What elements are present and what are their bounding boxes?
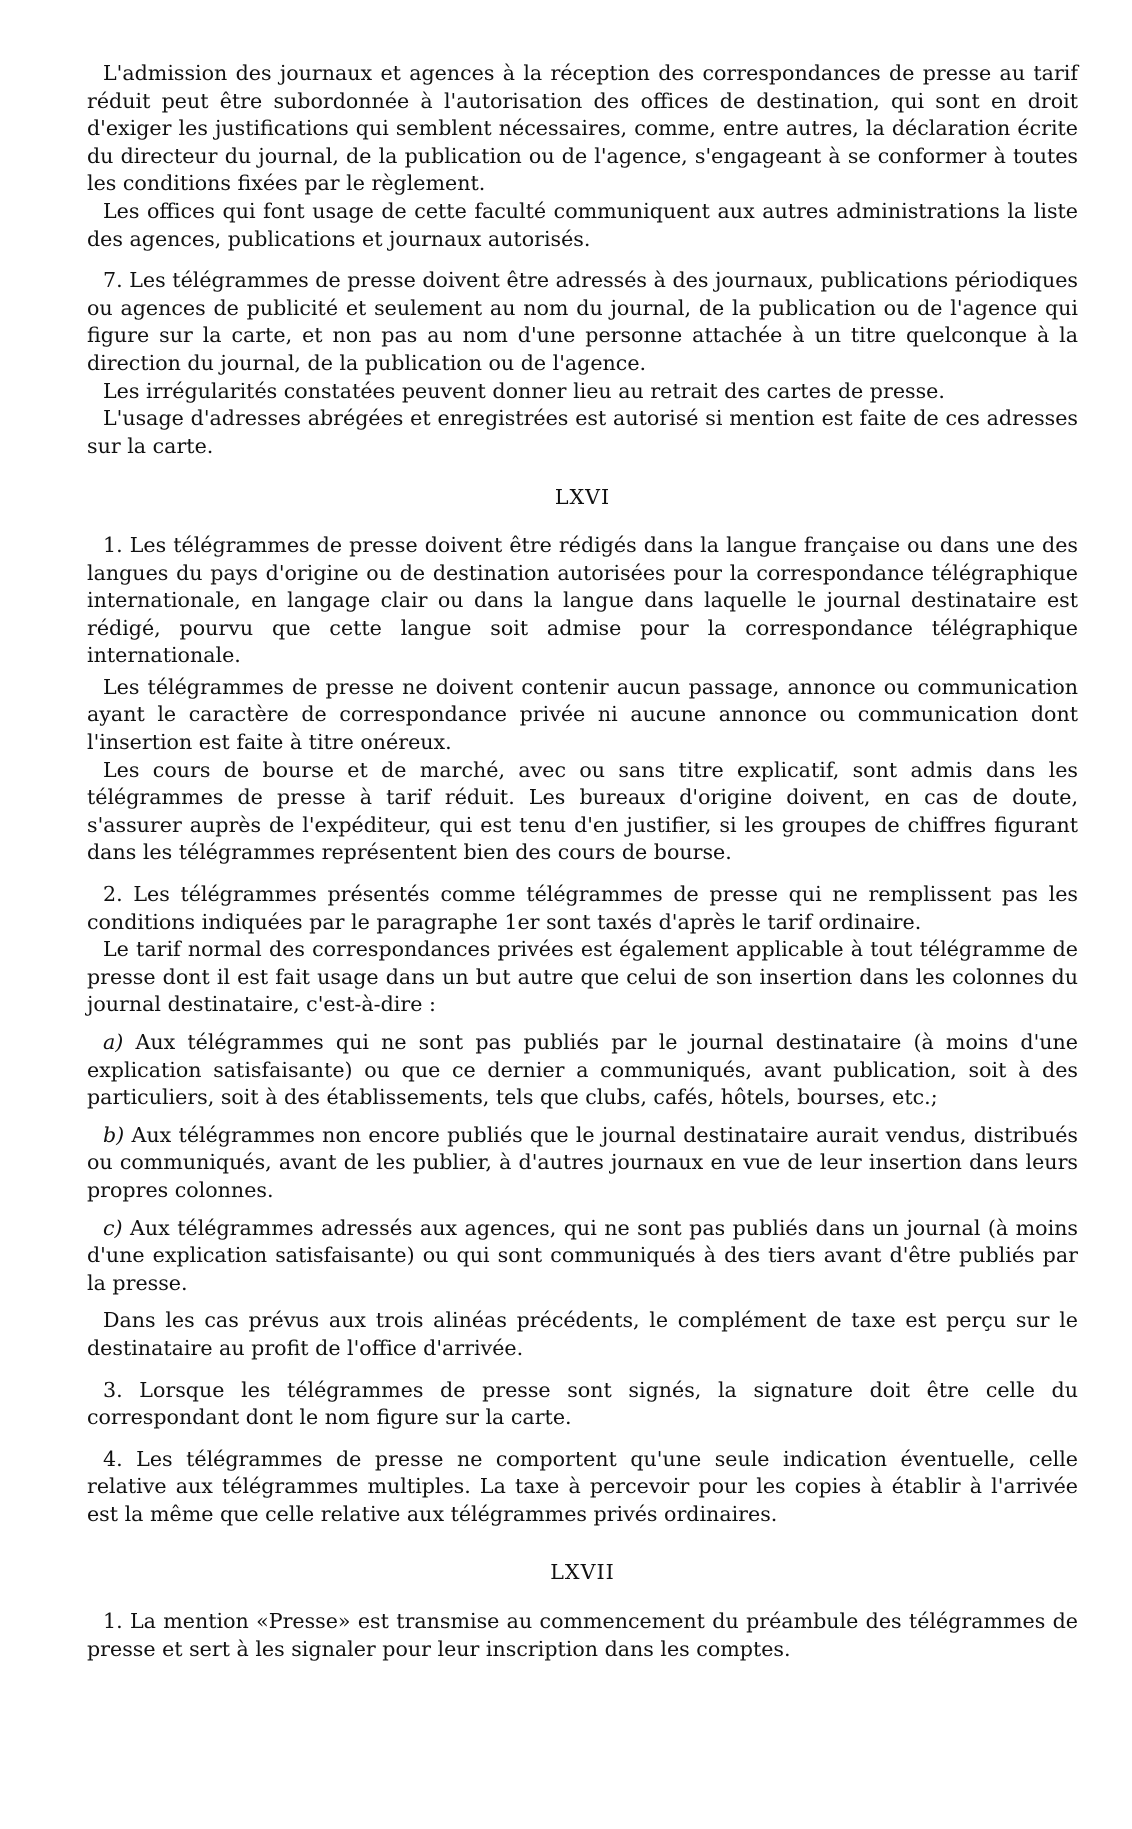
- paragraph-lxvi-2-complement: Dans les cas prévus aux trois alinéas précédents, le complément de taxe est perçu sur le destinataire au profit de l'office d'arrivée.: [87, 1308, 1078, 1360]
- paragraph-lxvi-1-langue: 1. Les télégrammes de presse doivent être rédigés dans la langue française ou dans une des langues du pays d'origine ou de destination autorisées pour la correspondance télégraphique internationale, en langage clair ou dans la langue dans laquelle le journal destinataire est rédigé, pourvu que cette langue soit admise pour la correspondance télégraphique internationale.: [87, 532, 1078, 668]
- paragraph-lxvi-4-indication: 4. Les télégrammes de presse ne comportent qu'une seule indication éventuelle, celle relative aux télégrammes multiples. La taxe à percevoir pour les copies à établir à l'arrivée est la même que celle relative aux télégrammes privés ordinaires.: [87, 1446, 1078, 1526]
- item-marker-b: b): [103, 1122, 125, 1147]
- item-marker-c: c): [103, 1215, 123, 1240]
- paragraph-lxvi-3-signature: 3. Lorsque les télégrammes de presse sont signés, la signature doit être celle du correspondant dont le nom figure sur la carte.: [87, 1377, 1078, 1430]
- item-text-a: Aux télégrammes qui ne sont pas publiés par le journal destinataire (à moins d'une explication satisfaisante) ou que ce dernier a communiqués, avant publication, soit à des particuliers, soit à des établissements, tels que clubs, cafés, hôtels, bourses, etc.;: [87, 1030, 1078, 1110]
- paragraph-lxvi-2-item-a: [87, 1029, 1078, 1112]
- paragraph-lxvi-1-cours-bourse: Les cours de bourse et de marché, avec ou sans titre explicatif, sont admis dans les télégrammes de presse à tarif réduit. Les bureaux d'origine doivent, en cas de doute, s'assurer auprès de l'expéditeur, qui est tenu d'en justifier, si les groupes de chiffres figurant dans les télégrammes représentent bien des cours de bourse.: [87, 757, 1078, 865]
- paragraph-admission: L'admission des journaux et agences à la réception des correspondances de presse au tarif réduit peut être subordonnée à l'autorisation des offices de destination, qui sont en droit d'exiger les justifications qui semblent nécessaires, comme, entre autres, la déclaration écrite du directeur du journal, de la publication ou de l'agence, s'engageant à se conformer à toutes les conditions fixées par le règlement.: [87, 61, 1078, 196]
- item-marker-a: a): [103, 1030, 124, 1054]
- paragraph-offices-liste: Les offices qui font usage de cette faculté communiquent aux autres administrations la liste des agences, publications et journaux autorisés.: [87, 198, 1078, 251]
- paragraph-lxvi-2-item-b: [87, 1122, 1078, 1205]
- paragraph-lxvi-2-tarif-normal: Le tarif normal des correspondances privées est également applicable à tout télégramme de presse dont il est fait usage dans un but autre que celui de son insertion dans les colonnes du journal destinataire, c'est-à-dire :: [87, 937, 1078, 1017]
- paragraph-adresses-abregees: L'usage d'adresses abrégées et enregistrées est autorisé si mention est faite de ces adresses sur la carte.: [87, 406, 1078, 458]
- paragraph-section-7: 7. Les télégrammes de presse doivent être adressés à des journaux, publications périodiques ou agences de publicité et seulement au nom du journal, de la publication ou de l'agence qui figure sur la carte, et non pas au nom d'une personne attachée à un titre quelconque à la direction du journal, de la publication ou de l'agence.: [87, 268, 1078, 375]
- paragraph-lxvi-2-taxation: 2. Les télégrammes présentés comme télégrammes de presse qui ne remplissent pas les conditions indiquées par le paragraphe 1er sont taxés d'après le tarif ordinaire.: [87, 882, 1078, 934]
- paragraph-lxvii-1-mention: 1. La mention «Presse» est transmise au commencement du préambule des télégrammes de presse et sert à les signaler pour leur inscription dans les comptes.: [87, 1609, 1078, 1661]
- paragraph-irregularites: Les irrégularités constatées peuvent donner lieu au retrait des cartes de presse.: [103, 378, 945, 403]
- section-heading-lxvi: LXVI: [554, 485, 611, 510]
- section-heading-lxvii: LXVII: [550, 1559, 615, 1584]
- item-text-b: Aux télégrammes non encore publiés que le journal destinataire aurait vendus, distribués ou communiqués, avant de les publier, à d'autres journaux en vue de leur insertion dans leurs propres colonnes.: [87, 1122, 1078, 1202]
- paragraph-lxvi-1-contenu: Les télégrammes de presse ne doivent contenir aucun passage, annonce ou communication ayant le caractère de correspondance privée ni aucune annonce ou communication dont l'insertion est faite à titre onéreux.: [87, 674, 1078, 755]
- paragraph-lxvi-2-item-c: [87, 1215, 1078, 1298]
- item-text-c: Aux télégrammes adressés aux agences, qui ne sont pas publiés dans un journal (à moins d'une explication satisfaisante) ou qui sont communiqués à des tiers avant d'être publiés par la presse.: [87, 1215, 1078, 1295]
